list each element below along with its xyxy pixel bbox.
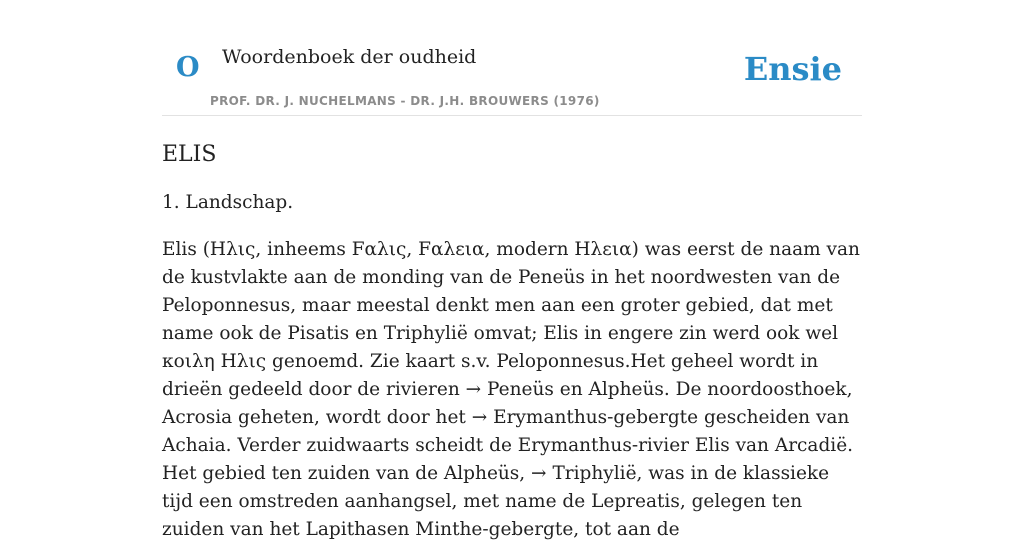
ensie-logo-link[interactable]: Ensie (743, 50, 842, 88)
page (162, 0, 862, 544)
entry-body-text: Elis (Ηλις, inheems Fαλις, Fαλεια, modern Ηλεια) was eerst de naam van de kustvlakte aan de monding van de Peneüs in het noordwesten van de Peloponnesus, maar meestal denkt men aan een groter gebied, dat met name ook de Pisatis en Triphylië omvat; Elis in engere zin werd ook wel κοιλη Ηλις genoemd. Zie kaart s.v. Peloponnesus.Het geheel wordt in drieën gedeeld door de rivieren → Peneüs en Alpheüs. De noordoosthoek, Acrosia geheten, wordt door het → Erymanthus-gebergte gescheiden van Achaia. Verder zuidwaarts scheidt de Erymanthus-rivier Elis van Arcadië. Het gebied ten zuiden van de Alpheüs, → Triphylië, was in de klassieke tijd een omstreden aanhangsel, met name de Lepreatis, gelegen ten zuiden van het Lapithasen Minthe-gebergte, tot aan de (162, 239, 860, 540)
dictionary-letter: O (176, 52, 200, 83)
entry-title: ELIS (162, 142, 217, 167)
dictionary-header (162, 38, 862, 116)
dictionary-authors: PROF. DR. J. NUCHELMANS - DR. J.H. BROUWERS (1976) (210, 94, 600, 108)
dictionary-title-link[interactable]: Woordenboek der oudheid (222, 46, 477, 68)
entry-subheading: 1. Landschap. (162, 192, 294, 213)
